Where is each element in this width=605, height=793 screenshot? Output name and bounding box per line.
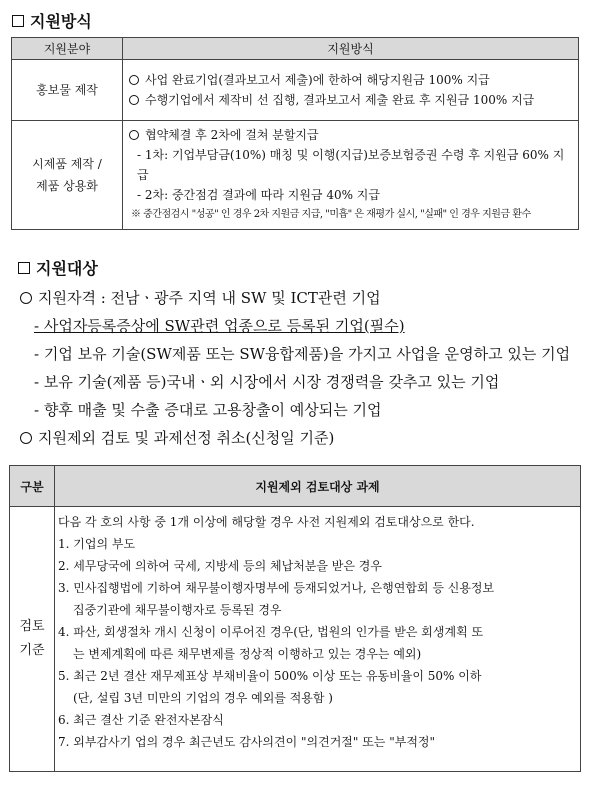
list-item: 7. 외부감사기 업의 경우 최근년도 감사의견이 "의견거절" 또는 "부적정" (58, 735, 436, 749)
table-header-row (10, 466, 581, 507)
exclusion-content (55, 507, 581, 772)
promo-content: 사업 완료기업(결과보고서 제출)에 한하여 해당지원금 100% 지급 수행기업에서 제작비 선 집행, 결과보고서 제출 완료 후 지원금 100% 지급 (123, 60, 579, 121)
header-support-field: 지원분야 (12, 38, 123, 60)
category-prototype: 시제품 제작 / 제품 상용화 (12, 121, 123, 230)
list-item: 4. 파산, 회생절차 개시 신청이 이루어진 경우(단, 법원의 인가를 받은 회생계획 또 (58, 625, 484, 639)
circle-bullet-icon (20, 292, 32, 304)
list-item: - 기업 보유 기술(SW제품 또는 SW융합제품)을 가지고 사업을 운영하고 있는 기업 (34, 345, 571, 363)
eligibility-list: 지원자격 : 전남ㆍ광주 지역 내 SW 및 ICT관련 기업 - 사업자등록증상에 SW관련 업종으로 등록된 기업(필수) - 기업 보유 기술(SW제품 또는 SW융합제품)을 가지고 사업을 운영하고 있는 기업 - 보유 기술(제품 등)국내ㆍ외 시장에서 시장 경쟁력을 갖추고 있는 기업 - 향후 매출 및 수출 증대로 고용창출이 예상되는 기업 지원제외 검토 및 과제선정 취소(신청일 기준) (20, 284, 570, 452)
list-item-continued: (단, 설립 3년 미만의 기업의 경우 예외를 적용함 ) (73, 691, 333, 705)
list-item-continued: 집중기관에 채무불이행자로 등록된 경우 (73, 603, 282, 617)
exclusion-criteria-table (9, 465, 581, 772)
circle-bullet-icon (129, 95, 139, 105)
header-support-method: 지원방식 (123, 38, 579, 60)
circle-bullet-icon (129, 75, 139, 85)
section-title-support-method: 지원방식 (12, 9, 92, 32)
checkbox-square-icon (12, 15, 24, 27)
prototype-content: 협약체결 후 2차에 걸쳐 분할지급 - 1차: 기업부담금(10%) 매칭 및 이행(지급)보증보험증권 수령 후 지원금 60% 지급 - 2차: 중간점검 결과에 따라 지원금 40% 지급 ※ 중간점검시 "성공" 인 경우 2차 지원금 지급, "미흡" 은 재평가 실시, "실패" 인 경우 지원금 환수 (123, 121, 579, 230)
list-item: - 사업자등록증상에 SW관련 업종으로 등록된 기업(필수) (34, 317, 405, 335)
section-title-support-target: 지원대상 (18, 256, 98, 279)
category-review-criteria: 검토 기준 (10, 507, 55, 772)
list-item: 5. 최근 2년 결산 재무제표상 부채비율이 500% 이상 또는 유동비율이 50% 이하 (58, 669, 482, 683)
list-item: - 보유 기술(제품 등)국내ㆍ외 시장에서 시장 경쟁력을 갖추고 있는 기업 (34, 373, 500, 391)
header-category: 구분 (10, 466, 55, 507)
list-item: 1. 기업의 부도 (58, 537, 136, 551)
checkbox-square-icon (18, 262, 30, 274)
header-exclusion-target: 지원제외 검토대상 과제 (55, 466, 581, 507)
intro-text: 다음 각 호의 사항 중 1개 이상에 해당할 경우 사전 지원제외 검토대상으로 한다. (58, 515, 475, 529)
list-item-continued: 는 변제계획에 따른 채무변제를 정상적 이행하고 있는 경우는 예외) (73, 647, 422, 661)
category-promo: 홍보물 제작 (12, 60, 123, 121)
note-text: ※ 중간점검시 "성공" 인 경우 2차 지원금 지급, "미흡" 은 재평가 실시, "실패" 인 경우 지원금 환수 (131, 209, 531, 220)
table-row (12, 60, 579, 121)
table-header-row (12, 38, 579, 60)
list-item: 2. 세무당국에 의하여 국세, 지방세 등의 체납처분을 받은 경우 (58, 559, 382, 573)
list-item: 6. 최근 결산 기준 완전자본잠식 (58, 713, 224, 727)
table-row (10, 507, 581, 772)
support-method-table (11, 37, 579, 230)
list-item: 3. 민사집행법에 기하여 채무불이행자명부에 등재되었거나, 은행연합회 등 신용정보 (58, 581, 495, 595)
list-item: - 향후 매출 및 수출 증대로 고용창출이 예상되는 기업 (34, 401, 382, 419)
table-row (12, 121, 579, 230)
circle-bullet-icon (129, 130, 139, 140)
circle-bullet-icon (20, 432, 32, 444)
